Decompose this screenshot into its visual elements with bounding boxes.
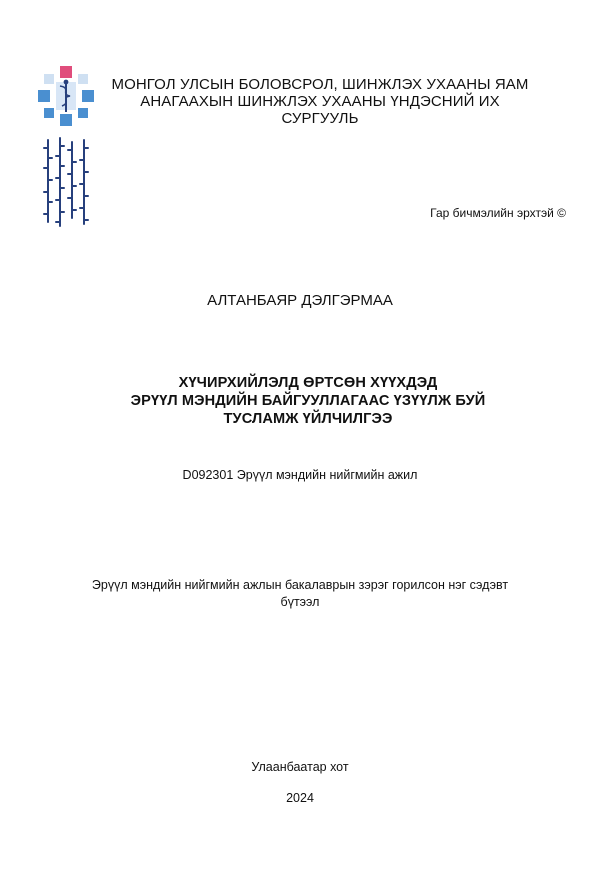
year: 2024 [286,791,314,805]
city: Улаанбаатар хот [251,760,349,774]
thesis-title-line-2: ЭРҮҮЛ МЭНДИЙН БАЙГУУЛЛАГААС ҮЗҮҮЛЖ БУЙ [130,393,486,409]
thesis-title-line-1: ХҮЧИРХИЙЛЭЛД ӨРТСӨН ХҮҮХДЭД [178,375,438,391]
university-logo [36,64,96,128]
degree-statement-line-2: бүтээл [280,595,320,609]
copyright-notice: Гар бичмэлийн эрхтэй © [430,206,566,220]
author-name: АЛТАНБАЯР ДЭЛГЭРМАА [207,292,393,309]
thesis-title [90,374,526,428]
mongolian-script-name [40,136,96,228]
thesis-title-line-3: ТУСЛАМЖ ҮЙЛЧИЛГЭЭ [223,411,393,427]
university-name: АНАГААХЫН ШИНЖЛЭХ УХААНЫ ҮНДЭСНИЙ ИХ СУРГУУЛЬ [140,93,500,127]
degree-statement-line-1: Эрүүл мэндийн нийгмийн ажлын бакалаврын зэрэг горилсон нэг сэдэвт [91,578,509,592]
institution-header [110,76,530,127]
ministry-name: МОНГОЛ УЛСЫН БОЛОВСРОЛ, ШИНЖЛЭХ УХААНЫ ЯАМ [111,76,529,93]
program-code: D092301 Эрүүл мэндийн нийгмийн ажил [182,468,418,482]
degree-statement [70,577,530,611]
mongolian-script-name-icon [40,136,96,228]
university-emblem-icon [36,64,96,128]
